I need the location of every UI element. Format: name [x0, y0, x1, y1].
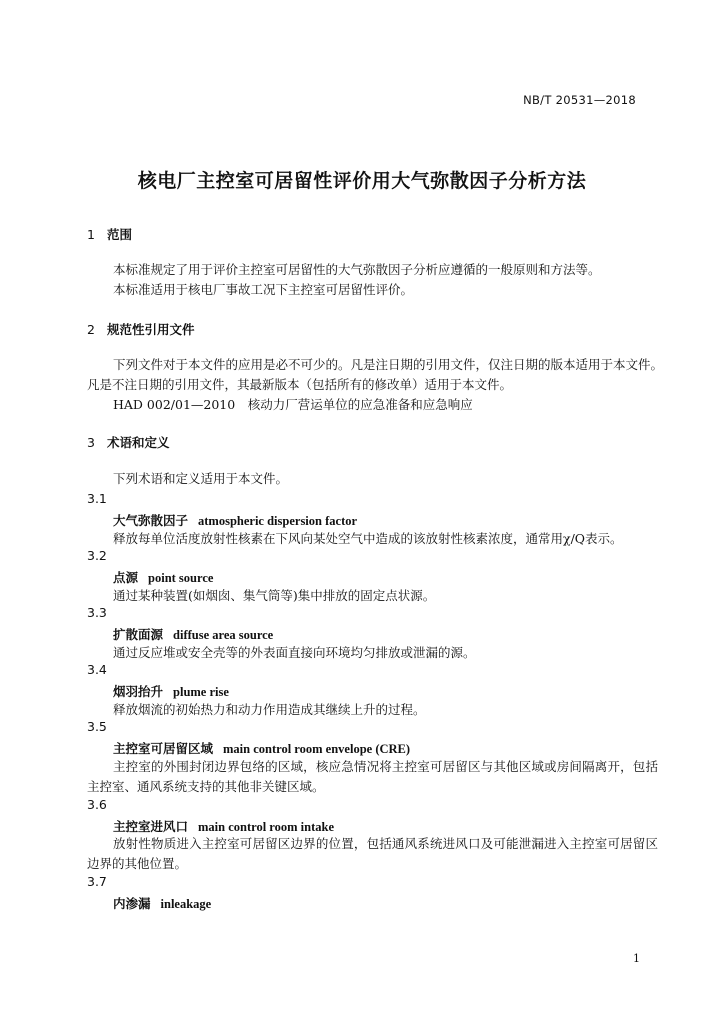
term-en: inleakage	[160, 897, 212, 911]
section-number: 2	[87, 322, 95, 337]
term-number: 3.5	[87, 719, 107, 734]
term-definition: 通过反应堆或安全壳等的外表面直接向环境均匀排放或泄漏的源。	[113, 645, 476, 660]
term-number: 3.4	[87, 662, 107, 677]
paragraph: 本标准规定了用于评价主控室可居留性的大气弥散因子分析应遵循的一般原则和方法等。	[113, 262, 601, 277]
paragraph: 凡是不注日期的引用文件，其最新版本（包括所有的修改单）适用于本文件。	[87, 377, 513, 392]
term-number: 3.6	[87, 797, 107, 812]
term-en: main control room envelope (CRE)	[223, 742, 411, 756]
term-heading	[113, 682, 229, 700]
term-zh: 内渗漏	[113, 896, 151, 911]
term-definition-cont: 主控室、通风系统支持的其他非关键区域。	[87, 779, 325, 794]
section-heading	[87, 320, 195, 338]
page-number: 1	[633, 952, 640, 965]
section-heading	[87, 433, 170, 451]
term-heading	[113, 894, 211, 912]
section-heading	[87, 225, 132, 243]
term-definition: 通过某种装置(如烟囱、集气筒等)集中排放的固定点状源。	[113, 588, 436, 603]
term-en: diffuse area source	[173, 628, 274, 642]
section-title: 范围	[107, 227, 133, 242]
term-definition-cont: 边界的其他位置。	[87, 856, 188, 871]
term-definition: 主控室的外围封闭边界包络的区域，核应急情况将主控室可居留区与其他区域或房间隔离开，包括	[113, 759, 658, 774]
document-title: 核电厂主控室可居留性评价用大气弥散因子分析方法	[137, 170, 587, 192]
term-zh: 烟羽抬升	[113, 684, 164, 699]
term-heading	[113, 511, 357, 529]
term-definition: 释放烟流的初始热力和动力作用造成其继续上升的过程。	[113, 702, 426, 717]
term-heading	[113, 739, 410, 757]
term-heading	[113, 817, 334, 835]
term-heading	[113, 568, 213, 586]
section-number: 3	[87, 435, 95, 450]
term-number: 3.3	[87, 605, 107, 620]
term-en: atmospheric dispersion factor	[198, 514, 358, 528]
paragraph: 下列术语和定义适用于本文件。	[113, 471, 289, 486]
term-zh: 主控室进风口	[113, 819, 189, 834]
term-zh: 扩散面源	[113, 627, 164, 642]
paragraph: 本标准适用于核电厂事故工况下主控室可居留性评价。	[113, 282, 414, 297]
term-number: 3.7	[87, 874, 107, 889]
normative-reference: HAD 002/01—2010 核动力厂营运单位的应急准备和应急响应	[113, 397, 473, 412]
section-title: 术语和定义	[107, 435, 170, 450]
term-number: 3.2	[87, 548, 107, 563]
paragraph: 下列文件对于本文件的应用是必不可少的。凡是注日期的引用文件，仅注日期的版本适用于本文件。	[113, 357, 664, 372]
term-zh: 点源	[113, 570, 139, 585]
term-zh: 主控室可居留区域	[113, 741, 214, 756]
term-heading	[113, 625, 273, 643]
term-definition: 放射性物质进入主控室可居留区边界的位置，包括通风系统进风口及可能泄漏进入主控室可居留区	[113, 836, 658, 851]
term-en: plume rise	[173, 685, 229, 699]
term-zh: 大气弥散因子	[113, 513, 189, 528]
term-en: main control room intake	[198, 820, 335, 834]
standard-code: NB/T 20531—2018	[523, 93, 636, 107]
section-title: 规范性引用文件	[107, 322, 195, 337]
section-number: 1	[87, 227, 95, 242]
term-definition: 释放每单位活度放射性核素在下风向某处空气中造成的该放射性核素浓度，通常用χ/Q表示。	[113, 531, 623, 546]
term-number: 3.1	[87, 491, 107, 506]
term-en: point source	[148, 571, 214, 585]
